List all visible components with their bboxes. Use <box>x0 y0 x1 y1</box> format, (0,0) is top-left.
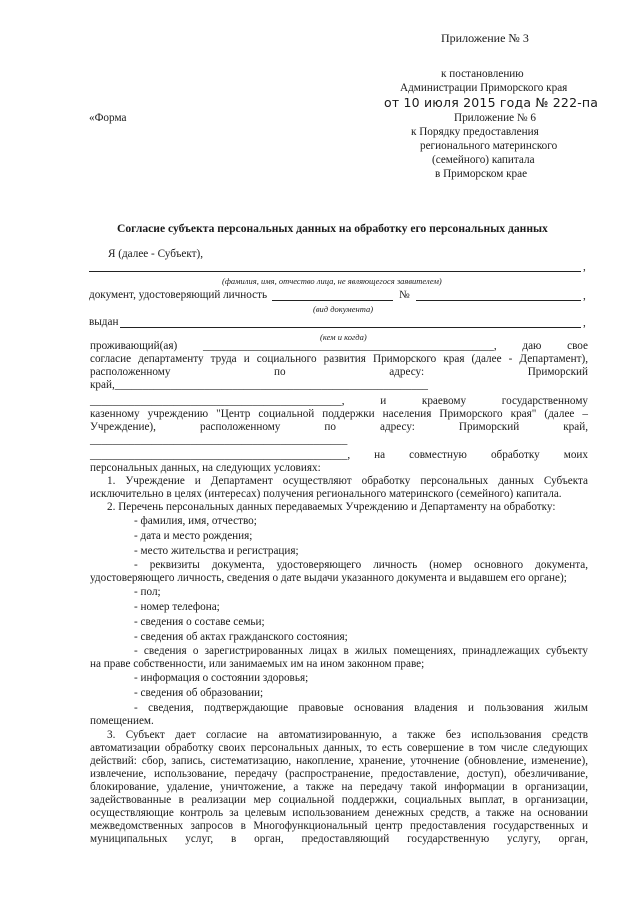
issued-label: выдан <box>89 316 119 328</box>
body-line: осуществляющие контроль за целевым использованием денежных средств, а также на основании <box>90 807 588 819</box>
name-hint: (фамилия, имя, отчество лица, не являющегося заявителем) <box>222 276 442 286</box>
body-line: исключительно в целях (интересах) получения регионального материнского (семейного) капитала. <box>90 488 562 500</box>
administration-text: Администрации Приморского края <box>400 82 568 94</box>
list-item: - сведения об образовании; <box>134 687 264 699</box>
document-hint: (вид документа) <box>313 304 374 314</box>
body-line: межведомственных запросов в Многофункциональный центр предоставления государственных и <box>90 820 588 832</box>
to-procedure-text: к Порядку предоставления <box>411 126 539 138</box>
body-line: ______________________________________________ <box>90 434 348 446</box>
in-region-text: в Приморском крае <box>435 168 528 180</box>
document-type-line <box>272 300 393 301</box>
list-item: - сведения, подтверждающие правовые основания владения и пользования жилым <box>134 702 588 714</box>
body-line: муниципальных услуг, в орган, предоставляющий государственную услугу, орган, <box>90 833 588 845</box>
subject-intro: Я (далее - Субъект), <box>108 248 204 260</box>
appendix-6-heading: Приложение № 6 <box>454 112 536 124</box>
form-label: «Форма <box>89 112 127 124</box>
body-line: расположенному по адресу: Приморский <box>90 366 588 378</box>
body-line: удостоверяющего личность, сведения о дате выдачи указанного документа и выдавшем его органе); <box>90 572 567 584</box>
body-line: край,________________________________________________________ <box>90 379 429 391</box>
document-number-line <box>416 300 581 301</box>
document-comma: , <box>583 290 586 302</box>
body-line: действий: сбор, запись, систематизацию, накопление, хранение, уточнение (обновление, изменение), <box>90 755 588 767</box>
list-item: - сведения о зарегистрированных лицах в жилых помещениях, принадлежащих субъекту <box>134 645 588 657</box>
body-line: Учреждение), расположенному по адресу: Приморский край, <box>90 421 588 433</box>
body-line: 3. Субъект дает согласие на автоматизированную, а также без использования средств <box>107 729 588 741</box>
appendix-3-heading: Приложение № 3 <box>441 31 529 45</box>
date-stamp: от 10 июля 2015 года № 222-па <box>384 95 599 110</box>
list-item: - сведения об актах гражданского состояния; <box>134 631 348 643</box>
to-resolution-text: к постановлению <box>441 68 524 80</box>
list-item: - номер телефона; <box>134 601 220 613</box>
issued-hint: (кем и когда) <box>320 332 367 342</box>
document-title: Согласие субъекта персональных данных на обработку его персональных данных <box>117 222 548 235</box>
list-item: - сведения о составе семьи; <box>134 616 265 628</box>
issued-line <box>120 327 581 328</box>
list-item: - информация о состоянии здоровья; <box>134 672 309 684</box>
body-line: помещением. <box>90 715 154 727</box>
regional-text: регионального материнского <box>420 140 558 152</box>
body-line: казенному учреждению "Центр социальной поддержки населения Приморского края" (далее – <box>90 408 588 420</box>
body-line: _____________________________________________, и краевому государственному <box>90 395 588 407</box>
list-item: - дата и место рождения; <box>134 530 253 542</box>
list-item: - фамилия, имя, отчество; <box>134 515 257 527</box>
body-line: извлечение, использование, передачу (распространение, предоставление, доступ), обезличивание, <box>90 768 588 780</box>
family-capital-text: (семейного) капитала <box>432 154 535 166</box>
body-line: ______________________________________________, на совместную обработку моих <box>90 449 588 461</box>
list-item: - место жительства и регистрация; <box>134 545 299 557</box>
body-line: задействованные в реализации мер социальной поддержки, социальных выплат, в организации, <box>90 794 588 806</box>
body-line: 1. Учреждение и Департамент осуществляют обработку персональных данных Субъекта <box>107 475 588 487</box>
issued-comma: , <box>583 317 586 329</box>
body-line: 2. Перечень персональных данных передаваемых Учреждению и Департаменту на обработку: <box>107 501 556 513</box>
body-line: автоматизации обработку своих персональных данных, то есть совершение в том числе следующих <box>90 742 588 754</box>
body-line: согласие департаменту труда и социального развития Приморского края (далее - Департамент), <box>90 353 588 365</box>
body-line: на праве собственности, или занимаемых им на ином законном праве; <box>90 658 425 670</box>
list-item: - пол; <box>134 586 161 598</box>
number-sign: № <box>399 289 410 301</box>
body-line: проживающий(ая) ____________________________________________________, даю свое <box>90 340 588 352</box>
list-item: - реквизиты документа, удостоверяющего личность (номер основного документа, <box>134 559 588 571</box>
document-label: документ, удостоверяющий личность <box>89 289 268 301</box>
body-line: блокирование, удаление, уничтожение, а также на передачу такой информации в организации, <box>90 781 588 793</box>
name-line <box>89 271 581 272</box>
name-comma: , <box>583 261 586 273</box>
body-line: персональных данных, на следующих условиях: <box>90 462 321 474</box>
